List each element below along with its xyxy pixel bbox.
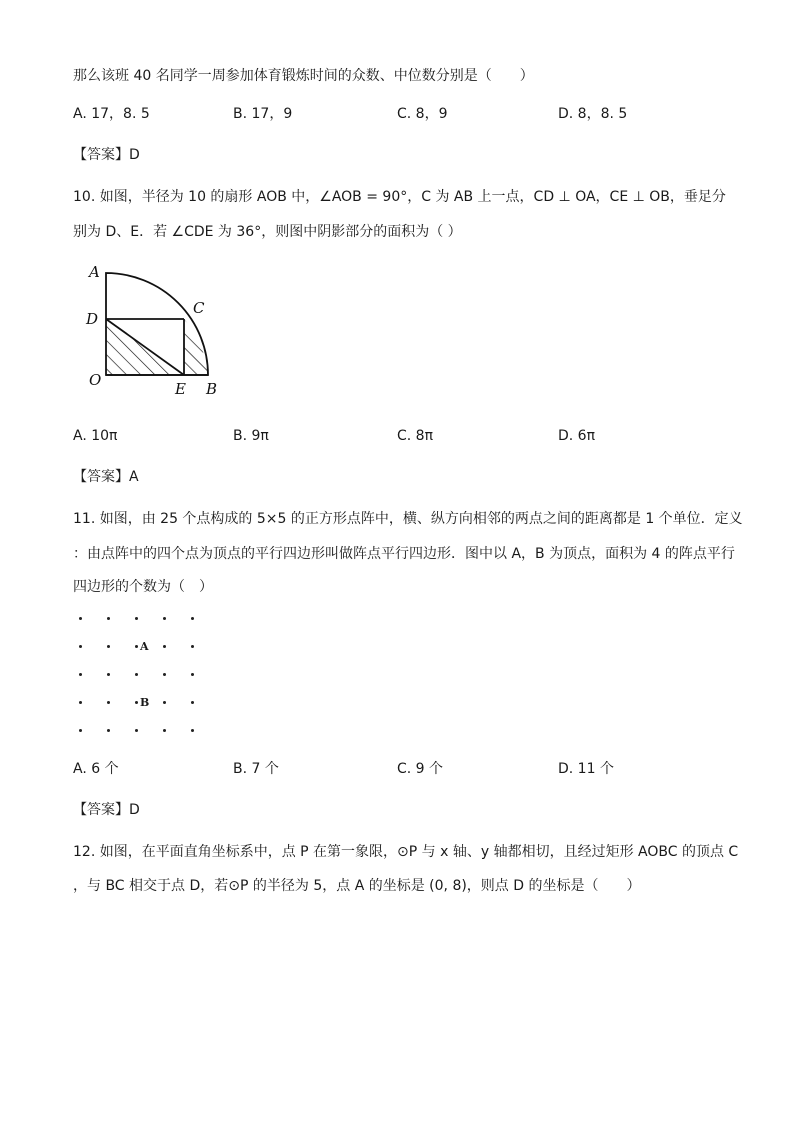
q12-stem-line2: ，与 BC 相交于点 D，若⊙P 的半径为 5，点 A 的坐标是 (0, 8)，则点 D 的坐标是（ ） [73,878,641,894]
lattice-dot [191,617,194,620]
q10-answer [73,468,139,486]
label-b: B [206,380,218,398]
q11-stem-line3: 四边形的个数为（ ） [73,579,213,595]
lattice-dot [79,673,82,676]
lattice-dot [107,617,110,620]
q9-option-c: C. 8，9 [397,106,448,122]
lattice-dot [135,617,138,620]
q9-stem-tail: 那么该班 40 名同学一周参加体育锻炼时间的众数、中位数分别是（ ） [73,68,534,84]
q9-option-d: D. 8，8. 5 [558,106,628,122]
q11-option-b: B. 7 个 [233,761,279,777]
q10-stem-line1: 10. 如图，半径为 10 的扇形 AOB 中，∠AOB = 90°，C 为 AB 上一点，CD ⊥ OA，CE ⊥ OB，垂足分 [73,189,726,205]
lattice-dot-a [135,645,138,648]
label-a: A [89,263,100,281]
answer-tag: 【答案】 [73,802,129,818]
answer-tag: 【答案】 [73,469,129,485]
lattice-dot [163,645,166,648]
q10-option-c: C. 8π [397,428,434,444]
q10-option-d: D. 6π [558,428,596,444]
q11-stem-line2: ：由点阵中的四个点为顶点的平行四边形叫做阵点平行四边形．图中以 A，B 为顶点，面积为 4 的阵点平行 [73,546,735,562]
lattice-dot [107,729,110,732]
answer-value: A [129,469,139,485]
q11-stem-line1: 11. 如图，由 25 个点构成的 5×5 的正方形点阵中，横、纵方向相邻的两点之间的距离都是 1 个单位．定义 [73,511,743,527]
label-d: D [86,310,99,328]
lattice-dot [79,617,82,620]
lattice-dot [163,673,166,676]
lattice-dot [79,645,82,648]
lattice-dot [107,673,110,676]
answer-tag: 【答案】 [73,147,129,163]
q9-option-b: B. 17，9 [233,106,293,122]
lattice-dot [163,617,166,620]
q12-stem-line1: 12. 如图，在平面直角坐标系中，点 P 在第一象限，⊙P 与 x 轴、y 轴都相切，且经过矩形 AOBC 的顶点 C [73,844,739,860]
q10-option-b: B. 9π [233,428,269,444]
lattice-dot [191,673,194,676]
lattice-dot [163,729,166,732]
lattice-dot [191,645,194,648]
lattice-dot-b [135,701,138,704]
q10-stem-line2: 别为 D、E．若 ∠CDE 为 36°，则图中阴影部分的面积为（ ） [73,224,462,240]
sector-figure [80,258,230,403]
label-e: E [175,380,186,398]
lattice-dot [79,729,82,732]
dot-lattice [70,608,210,738]
q9-option-a: A. 17，8. 5 [73,106,150,122]
q10-option-a: A. 10π [73,428,118,444]
lattice-dot [163,701,166,704]
lattice-dot [191,701,194,704]
q11-option-a: A. 6 个 [73,761,119,777]
answer-value: D [129,802,140,818]
lattice-dot [135,673,138,676]
lattice-dot [107,701,110,704]
label-a: A [140,640,149,653]
label-o: O [89,371,102,389]
q9-answer [73,146,140,164]
lattice-dot [79,701,82,704]
label-b: B [140,696,150,709]
q11-option-c: C. 9 个 [397,761,444,777]
lattice-dot [191,729,194,732]
label-c: C [193,299,205,317]
lattice-dot [135,729,138,732]
q11-option-d: D. 11 个 [558,761,614,777]
answer-value: D [129,147,140,163]
q11-answer [73,801,140,819]
lattice-dot [107,645,110,648]
